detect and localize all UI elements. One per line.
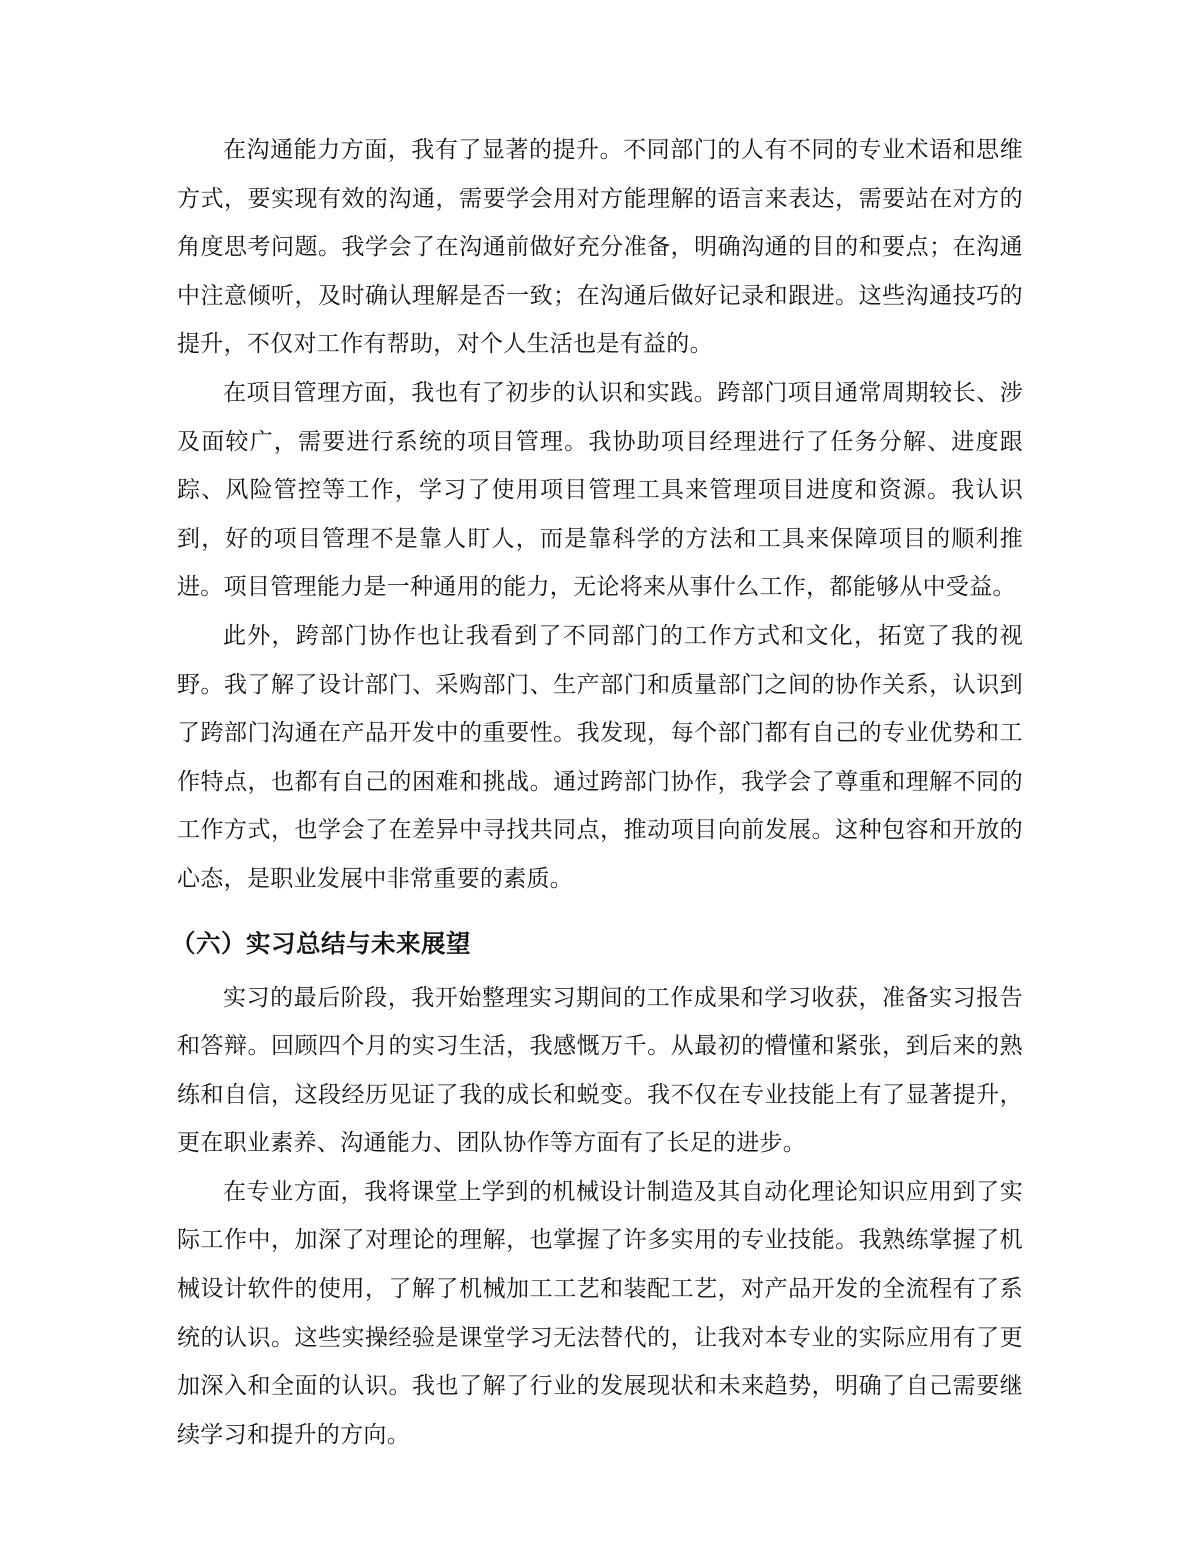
section-heading: （六）实习总结与未来展望 [171,928,471,958]
paragraph-cross-department: 此外，跨部门协作也让我看到了不同部门的工作方式和文化，拓宽了我的视野。我了解了设计部门、采购部门、生产部门和质量部门之间的协作关系，认识到了跨部门沟通在产品开发中的重要性。我发现，每个部门都有自己的专业优势和工作特点，也都有自己的困难和挑战。通过跨部门协作，我学会了尊重和理解不同的工作方式，也学会了在差异中寻找共同点，推动项目向前发展。这种包容和开放的心态，是职业发展中非常重要的素质。 [177,622,1023,892]
paragraph-professional: 在专业方面，我将课堂上学到的机械设计制造及其自动化理论知识应用到了实际工作中，加深了对理论的理解，也掌握了许多实用的专业技能。我熟练掌握了机械设计软件的使用，了解了机械加工工艺和装配工艺，对产品开发的全流程有了系统的认识。这些实操经验是课堂学习无法替代的，让我对本专业的实际应用有了更加深入和全面的认识。我也了解了行业的发展现状和未来趋势，明确了自己需要继续学习和提升的方向。 [177,1178,1023,1448]
paragraph-communication: 在沟通能力方面，我有了显著的提升。不同部门的人有不同的专业术语和思维方式，要实现有效的沟通，需要学会用对方能理解的语言来表达，需要站在对方的角度思考问题。我学会了在沟通前做好充分准备，明确沟通的目的和要点；在沟通中注意倾听，及时确认理解是否一致；在沟通后做好记录和跟进。这些沟通技巧的提升，不仅对工作有帮助，对个人生活也是有益的。 [177,137,1023,358]
document-page [171,126,1023,1459]
paragraph-project-management: 在项目管理方面，我也有了初步的认识和实践。跨部门项目通常周期较长、涉及面较广，需要进行系统的项目管理。我协助项目经理进行了任务分解、进度跟踪、风险管控等工作，学习了使用项目管理工具来管理项目进度和资源。我认识到，好的项目管理不是靠人盯人，而是靠科学的方法和工具来保障项目的顺利推进。项目管理能力是一种通用的能力，无论将来从事什么工作，都能够从中受益。 [177,379,1023,601]
paragraph-final-stage: 实习的最后阶段，我开始整理实习期间的工作成果和学习收获，准备实习报告和答辩。回顾四个月的实习生活，我感慨万千。从最初的懵懂和紧张，到后来的熟练和自信，这段经历见证了我的成长和蜕变。我不仅在专业技能上有了显著提升，更在职业素养、沟通能力、团队协作等方面有了长足的进步。 [177,984,1023,1157]
